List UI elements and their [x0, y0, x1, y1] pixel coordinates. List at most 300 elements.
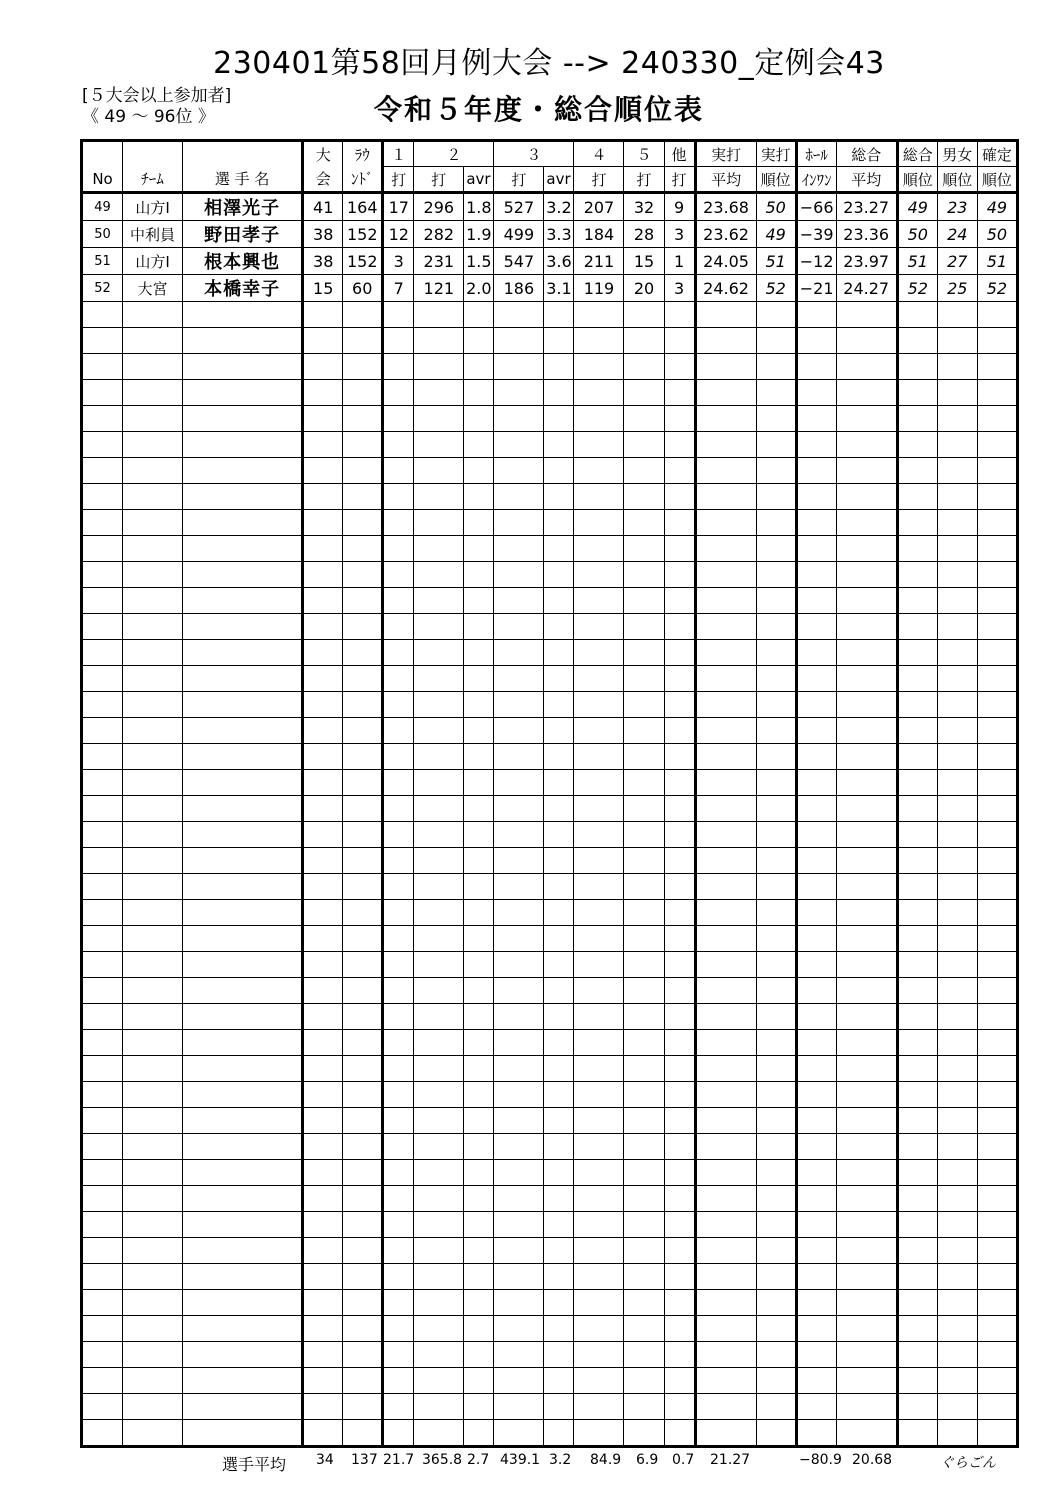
cell-team — [123, 562, 183, 588]
cell-actual-avg — [695, 848, 756, 874]
cell-total-avg — [836, 978, 897, 1004]
header-final-rank-top: 確定 — [977, 141, 1017, 167]
cell-s3 — [494, 1394, 544, 1420]
cell-round — [343, 822, 383, 848]
cell-name — [183, 1316, 303, 1342]
cell-s5 — [624, 874, 664, 900]
cell-s1 — [383, 900, 414, 926]
cell-team — [123, 1212, 183, 1238]
cell-hio — [796, 484, 836, 510]
cell-name — [183, 640, 303, 666]
cell-s3 — [494, 1290, 544, 1316]
cell-actual-rank — [756, 1316, 796, 1342]
cell-s4 — [574, 1420, 624, 1447]
cell-s3-avr — [544, 614, 574, 640]
cell-s4 — [574, 1108, 624, 1134]
cell-actual-avg — [695, 614, 756, 640]
cell-total-avg — [836, 952, 897, 978]
footer-s3-avr: 3.2 — [549, 1452, 572, 1468]
cell-other — [664, 1212, 695, 1238]
cell-no — [82, 640, 123, 666]
footer-s4: 84.9 — [590, 1452, 622, 1468]
cell-name: 本橋幸子 — [183, 275, 303, 302]
cell-other — [664, 900, 695, 926]
cell-s3 — [494, 978, 544, 1004]
cell-name — [183, 1004, 303, 1030]
cell-total-avg — [836, 1160, 897, 1186]
cell-s5 — [624, 1004, 664, 1030]
cell-name — [183, 744, 303, 770]
cell-s5 — [624, 1134, 664, 1160]
cell-gender-rank — [937, 1290, 977, 1316]
cell-gender-rank — [937, 874, 977, 900]
empty-table-row — [82, 1134, 1018, 1160]
cell-actual-avg — [695, 1134, 756, 1160]
cell-name — [183, 536, 303, 562]
cell-no — [82, 692, 123, 718]
cell-s2-avr — [464, 640, 494, 666]
cell-other — [664, 1264, 695, 1290]
cell-no — [82, 874, 123, 900]
cell-name — [183, 354, 303, 380]
cell-s4 — [574, 640, 624, 666]
cell-total-avg — [836, 1030, 897, 1056]
cell-final-rank — [977, 458, 1017, 484]
cell-s4 — [574, 510, 624, 536]
header-actual-rank-top: 実打 — [756, 141, 796, 167]
cell-s3-avr — [544, 666, 574, 692]
footer-s1: 21.7 — [383, 1452, 415, 1468]
cell-other — [664, 1238, 695, 1264]
cell-total-rank — [897, 354, 937, 380]
cell-s3 — [494, 718, 544, 744]
empty-table-row — [82, 848, 1018, 874]
cell-actual-avg — [695, 432, 756, 458]
cell-taikai — [303, 1342, 343, 1368]
cell-s3-avr — [544, 744, 574, 770]
cell-s3-avr — [544, 1134, 574, 1160]
cell-s3-avr — [544, 1108, 574, 1134]
cell-hio — [796, 822, 836, 848]
header-s3-bottom: 打 — [494, 167, 544, 193]
cell-final-rank: 51 — [977, 248, 1017, 275]
cell-hio — [796, 1264, 836, 1290]
cell-s2 — [414, 900, 464, 926]
cell-other — [664, 666, 695, 692]
cell-s2-avr — [464, 926, 494, 952]
cell-s2: 121 — [414, 275, 464, 302]
empty-table-row — [82, 1238, 1018, 1264]
cell-total-rank — [897, 822, 937, 848]
cell-actual-rank — [756, 822, 796, 848]
cell-s5 — [624, 1342, 664, 1368]
cell-team — [123, 1420, 183, 1447]
cell-s3 — [494, 1056, 544, 1082]
cell-s2 — [414, 1056, 464, 1082]
cell-total-rank — [897, 458, 937, 484]
header-s2-bottom: 打 — [414, 167, 464, 193]
cell-round — [343, 1420, 383, 1447]
cell-s4 — [574, 380, 624, 406]
cell-s2-avr — [464, 302, 494, 328]
cell-gender-rank — [937, 1160, 977, 1186]
cell-s4 — [574, 1082, 624, 1108]
empty-table-row — [82, 588, 1018, 614]
cell-s3-avr — [544, 406, 574, 432]
cell-name — [183, 1160, 303, 1186]
cell-s1 — [383, 1030, 414, 1056]
empty-table-row — [82, 926, 1018, 952]
cell-final-rank — [977, 484, 1017, 510]
cell-actual-avg — [695, 1004, 756, 1030]
cell-s2-avr — [464, 588, 494, 614]
cell-gender-rank — [937, 848, 977, 874]
cell-round — [343, 1394, 383, 1420]
cell-s1 — [383, 484, 414, 510]
cell-s2-avr — [464, 1134, 494, 1160]
empty-table-row — [82, 328, 1018, 354]
cell-actual-avg — [695, 1394, 756, 1420]
cell-actual-rank — [756, 1082, 796, 1108]
cell-taikai — [303, 822, 343, 848]
cell-no — [82, 614, 123, 640]
cell-other — [664, 1420, 695, 1447]
cell-taikai — [303, 744, 343, 770]
cell-round — [343, 848, 383, 874]
cell-team — [123, 822, 183, 848]
cell-hio — [796, 1082, 836, 1108]
cell-s2 — [414, 1186, 464, 1212]
cell-s3-avr — [544, 978, 574, 1004]
cell-no — [82, 562, 123, 588]
cell-no — [82, 536, 123, 562]
cell-team — [123, 328, 183, 354]
cell-s2 — [414, 432, 464, 458]
cell-s1 — [383, 796, 414, 822]
cell-total-avg: 23.27 — [836, 193, 897, 221]
cell-other — [664, 874, 695, 900]
cell-s2 — [414, 406, 464, 432]
cell-s2 — [414, 1394, 464, 1420]
header-row-top — [82, 141, 1018, 167]
cell-hio — [796, 536, 836, 562]
cell-s1 — [383, 536, 414, 562]
cell-s1 — [383, 1290, 414, 1316]
cell-total-rank — [897, 510, 937, 536]
cell-total-rank: 52 — [897, 275, 937, 302]
cell-actual-avg — [695, 640, 756, 666]
cell-no — [82, 1316, 123, 1342]
cell-round — [343, 328, 383, 354]
empty-table-row — [82, 640, 1018, 666]
cell-s3-avr — [544, 1420, 574, 1447]
cell-name — [183, 1420, 303, 1447]
cell-s5 — [624, 926, 664, 952]
cell-round — [343, 744, 383, 770]
cell-no — [82, 952, 123, 978]
cell-s3-avr — [544, 354, 574, 380]
header-gender-rank-top: 男女 — [937, 141, 977, 167]
cell-total-avg — [836, 380, 897, 406]
cell-actual-avg — [695, 1160, 756, 1186]
cell-s1 — [383, 1212, 414, 1238]
cell-actual-rank — [756, 562, 796, 588]
cell-team — [123, 588, 183, 614]
cell-round — [343, 380, 383, 406]
header-total-rank-top: 総合 — [897, 141, 937, 167]
cell-round — [343, 1186, 383, 1212]
cell-hio — [796, 354, 836, 380]
cell-s2 — [414, 354, 464, 380]
cell-name: 相澤光子 — [183, 193, 303, 221]
cell-s2-avr — [464, 1030, 494, 1056]
cell-s5 — [624, 770, 664, 796]
cell-no — [82, 1290, 123, 1316]
cell-s2-avr — [464, 484, 494, 510]
cell-total-rank — [897, 1160, 937, 1186]
cell-name — [183, 1186, 303, 1212]
cell-hio — [796, 406, 836, 432]
cell-final-rank — [977, 328, 1017, 354]
cell-gender-rank — [937, 1108, 977, 1134]
cell-actual-avg — [695, 562, 756, 588]
cell-round — [343, 406, 383, 432]
cell-s2-avr — [464, 1238, 494, 1264]
cell-total-rank — [897, 380, 937, 406]
cell-no — [82, 588, 123, 614]
cell-actual-rank: 51 — [756, 248, 796, 275]
cell-s5 — [624, 900, 664, 926]
cell-total-rank — [897, 952, 937, 978]
footer-other: 0.7 — [672, 1452, 695, 1468]
cell-hio — [796, 1212, 836, 1238]
cell-team: 大宮 — [123, 275, 183, 302]
cell-gender-rank — [937, 614, 977, 640]
cell-actual-avg — [695, 692, 756, 718]
cell-total-rank — [897, 1004, 937, 1030]
criteria-note — [82, 86, 231, 128]
cell-final-rank — [977, 796, 1017, 822]
cell-gender-rank — [937, 1212, 977, 1238]
cell-s3: 547 — [494, 248, 544, 275]
header-s2-top: ２ — [414, 141, 494, 167]
cell-actual-rank — [756, 1264, 796, 1290]
header-name: 選 手 名 — [183, 167, 303, 193]
cell-actual-rank — [756, 302, 796, 328]
header-final-rank-bottom: 順位 — [977, 167, 1017, 193]
cell-name — [183, 406, 303, 432]
cell-s3 — [494, 1238, 544, 1264]
cell-final-rank: 52 — [977, 275, 1017, 302]
cell-taikai — [303, 1160, 343, 1186]
cell-other — [664, 406, 695, 432]
cell-total-rank — [897, 614, 937, 640]
cell-s2 — [414, 848, 464, 874]
cell-gender-rank: 27 — [937, 248, 977, 275]
cell-final-rank — [977, 770, 1017, 796]
cell-team — [123, 1030, 183, 1056]
cell-other — [664, 822, 695, 848]
cell-s3-avr — [544, 874, 574, 900]
cell-hio — [796, 328, 836, 354]
cell-taikai — [303, 848, 343, 874]
cell-s1 — [383, 640, 414, 666]
cell-final-rank — [977, 1212, 1017, 1238]
cell-s3 — [494, 562, 544, 588]
cell-s3-avr — [544, 510, 574, 536]
cell-team — [123, 718, 183, 744]
cell-actual-avg — [695, 354, 756, 380]
cell-final-rank — [977, 822, 1017, 848]
cell-actual-avg — [695, 1238, 756, 1264]
cell-s4 — [574, 1264, 624, 1290]
cell-no: 49 — [82, 193, 123, 221]
cell-round: 164 — [343, 193, 383, 221]
cell-s1 — [383, 718, 414, 744]
cell-gender-rank — [937, 536, 977, 562]
cell-other — [664, 354, 695, 380]
cell-s4: 119 — [574, 275, 624, 302]
cell-other — [664, 640, 695, 666]
cell-no — [82, 770, 123, 796]
cell-s2 — [414, 822, 464, 848]
cell-s2 — [414, 562, 464, 588]
cell-total-avg — [836, 848, 897, 874]
cell-actual-avg — [695, 796, 756, 822]
cell-s2 — [414, 1238, 464, 1264]
cell-name — [183, 328, 303, 354]
cell-team — [123, 354, 183, 380]
cell-hio — [796, 1316, 836, 1342]
cell-total-rank — [897, 640, 937, 666]
cell-actual-rank — [756, 926, 796, 952]
header-taikai-top: 大 — [303, 141, 343, 167]
cell-actual-rank — [756, 692, 796, 718]
cell-other — [664, 1082, 695, 1108]
cell-total-rank — [897, 692, 937, 718]
cell-s3 — [494, 900, 544, 926]
footer-total-avg: 20.68 — [852, 1452, 893, 1468]
cell-s2-avr — [464, 380, 494, 406]
cell-actual-rank — [756, 796, 796, 822]
cell-hio — [796, 718, 836, 744]
cell-round — [343, 926, 383, 952]
cell-no — [82, 822, 123, 848]
cell-total-rank — [897, 562, 937, 588]
cell-s2 — [414, 588, 464, 614]
criteria-line-range: 《 49 ～ 96位 》 — [82, 107, 215, 127]
cell-total-avg — [836, 1134, 897, 1160]
cell-s2-avr — [464, 1160, 494, 1186]
cell-total-rank — [897, 1394, 937, 1420]
cell-s4 — [574, 1290, 624, 1316]
cell-taikai — [303, 1212, 343, 1238]
cell-gender-rank — [937, 1082, 977, 1108]
cell-gender-rank — [937, 1264, 977, 1290]
cell-s1 — [383, 380, 414, 406]
cell-total-rank — [897, 900, 937, 926]
cell-team — [123, 1160, 183, 1186]
cell-name — [183, 432, 303, 458]
cell-total-rank — [897, 302, 937, 328]
cell-other: 3 — [664, 275, 695, 302]
cell-s1 — [383, 510, 414, 536]
header-team: ﾁｰﾑ — [123, 167, 183, 193]
cell-other — [664, 744, 695, 770]
cell-s5 — [624, 822, 664, 848]
cell-s2-avr — [464, 432, 494, 458]
cell-s2 — [414, 458, 464, 484]
cell-actual-rank — [756, 1238, 796, 1264]
empty-table-row — [82, 562, 1018, 588]
cell-total-rank — [897, 1290, 937, 1316]
cell-team: 山方Ⅰ — [123, 248, 183, 275]
cell-other — [664, 1394, 695, 1420]
cell-s4 — [574, 692, 624, 718]
cell-gender-rank — [937, 484, 977, 510]
cell-actual-rank — [756, 1134, 796, 1160]
cell-s2-avr — [464, 848, 494, 874]
cell-actual-rank — [756, 770, 796, 796]
cell-gender-rank — [937, 1342, 977, 1368]
cell-s3 — [494, 1108, 544, 1134]
cell-total-avg — [836, 666, 897, 692]
header-no: No — [82, 167, 123, 193]
cell-s4 — [574, 354, 624, 380]
cell-no — [82, 1212, 123, 1238]
cell-s5 — [624, 354, 664, 380]
cell-final-rank — [977, 380, 1017, 406]
cell-name — [183, 1342, 303, 1368]
cell-other — [664, 458, 695, 484]
cell-total-rank — [897, 1212, 937, 1238]
cell-other — [664, 952, 695, 978]
empty-table-row — [82, 1160, 1018, 1186]
cell-taikai — [303, 1056, 343, 1082]
cell-gender-rank — [937, 1238, 977, 1264]
cell-s2-avr — [464, 1316, 494, 1342]
cell-hio — [796, 796, 836, 822]
cell-other — [664, 1342, 695, 1368]
cell-s5 — [624, 1238, 664, 1264]
header-s5-top: ５ — [624, 141, 664, 167]
cell-no — [82, 796, 123, 822]
cell-s5 — [624, 1368, 664, 1394]
cell-other — [664, 978, 695, 1004]
cell-total-avg — [836, 1056, 897, 1082]
cell-hio — [796, 1056, 836, 1082]
cell-final-rank — [977, 1394, 1017, 1420]
footer-hio: −80.9 — [799, 1452, 842, 1468]
cell-final-rank — [977, 302, 1017, 328]
cell-s5 — [624, 744, 664, 770]
cell-actual-avg — [695, 1264, 756, 1290]
cell-s4 — [574, 1238, 624, 1264]
cell-s3 — [494, 536, 544, 562]
cell-s2 — [414, 1108, 464, 1134]
cell-gender-rank — [937, 1316, 977, 1342]
cell-s5 — [624, 1186, 664, 1212]
header-round-bottom: ﾝﾄﾞ — [343, 167, 383, 193]
cell-no — [82, 1056, 123, 1082]
cell-total-avg — [836, 1394, 897, 1420]
cell-s2 — [414, 692, 464, 718]
cell-actual-rank — [756, 614, 796, 640]
cell-gender-rank — [937, 1134, 977, 1160]
cell-s5 — [624, 562, 664, 588]
cell-actual-avg — [695, 380, 756, 406]
cell-hio — [796, 562, 836, 588]
